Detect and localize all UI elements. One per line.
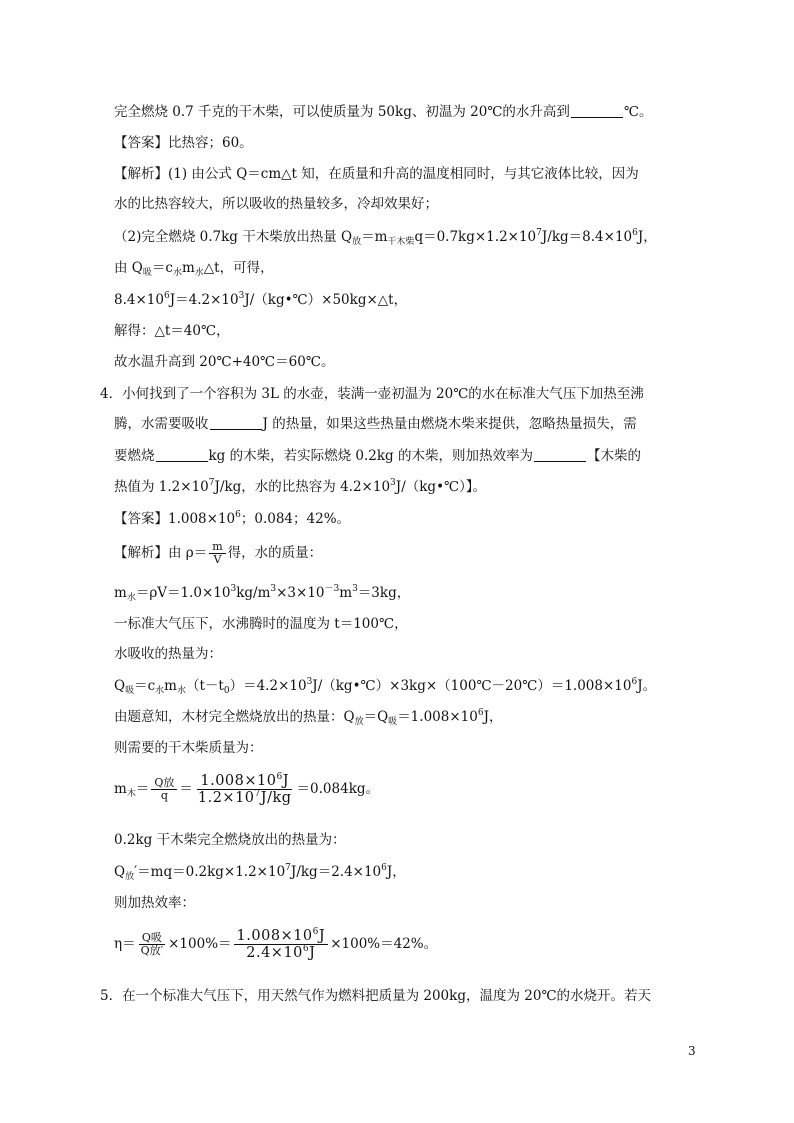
text: J。 [637,678,657,694]
text: J/kg [260,790,292,806]
text-line [114,194,680,214]
fraction [234,928,329,961]
answer-blank [156,447,208,462]
text: ×100%＝ [168,936,232,952]
subscript: 放 [352,237,362,247]
superscript: 3 [230,584,237,594]
text: ＝0.084kg。 [296,781,380,797]
text: J/kg＝8.4×10 [541,229,633,245]
denominator: q [160,789,168,802]
question-5-line [100,986,666,1006]
text: ＝c [134,678,156,694]
text-line [114,321,680,341]
text: q＝0.7kg×1.2×10 [414,229,537,245]
text: ＝3kg， [357,585,411,601]
subscript: 干木柴 [387,237,415,247]
text: 【解析】由 ρ＝ [114,545,208,561]
text-line [114,614,680,634]
text: 一标准大气压下，水沸腾时的温度为 t＝100℃， [114,616,408,632]
text: ＝ [135,781,150,797]
subscript: 0 [223,686,230,696]
text: J 的热量，如果这些热量由燃烧木柴来提供，忽略热量损失，需 [262,416,637,432]
denominator: Q放′ [140,944,164,957]
numerator: Q放 [151,777,177,790]
text: 则加热效率： [114,895,195,911]
answer-blank [534,447,586,462]
fraction [195,773,295,806]
text: ＝1.008×10 [397,709,478,725]
superscript: 6 [381,863,387,873]
text: m [339,585,353,601]
text: ）＝4.2×10 [229,678,307,694]
text: m [181,260,195,276]
question-4-line [114,414,680,434]
numerator [197,773,292,790]
fraction [209,541,225,566]
text: 2.4×10 [246,945,303,961]
text: ＝ρV＝1.0×10 [135,585,231,601]
text: ＝m [361,229,388,245]
subscript: 放 [354,717,364,727]
page-number: 3 [688,1044,696,1058]
text-line [114,893,680,913]
subscript: 木 [126,789,136,799]
subscript: 吸 [142,268,152,278]
subscript: 吸 [388,717,398,727]
fraction [138,932,167,957]
text: （t－t [186,678,224,694]
superscript: 6 [163,291,170,301]
text: 【答案】1.008×10 [114,511,236,527]
text: （2)完全燃烧 0.7kg 干木柴放出热量 Q [114,229,353,245]
text: J [318,928,326,944]
superscript: 6 [631,677,638,687]
formula-line [114,676,680,696]
superscript: 6 [276,772,283,782]
text: 1.008×10 [200,773,277,789]
superscript: －3 [324,584,340,594]
numerator [234,928,329,945]
denominator [243,945,318,961]
text: 【答案】比热容；60。 [114,135,253,151]
subscript: 放 [125,872,135,882]
text: 8.4×10 [114,292,164,308]
text: 腾，水需要吸收 [114,416,209,432]
numerator: Q吸 [139,932,165,945]
superscript: 3 [390,478,396,488]
text: J， [637,229,657,245]
fraction [151,777,177,802]
formula-line [114,707,680,727]
text: 得，水的质量： [227,545,323,561]
text: Q [114,678,126,694]
text: m [114,781,127,797]
formula-line [114,921,680,967]
subscript: 水 [172,268,182,278]
formula-line [114,862,680,882]
text: J [282,773,290,789]
text: J， [483,709,503,725]
text: 要燃烧 [114,448,155,464]
text: J [309,945,316,961]
superscript: 7 [285,863,291,873]
text-line [114,352,680,372]
text: J/kg＝2.4×10 [290,864,382,880]
text: 【解析】(1) 由公式 Q＝cm△t 知，在质量和升高的温度相同时，与其它液体比较，因为 [114,166,639,182]
denominator: V [213,553,222,566]
text: 1.008×10 [236,928,313,944]
text: J/（kg•℃）×50kg×△t， [244,292,408,308]
text: ＝Q [363,709,389,725]
text-line [114,644,680,664]
numerator: m [209,541,225,554]
superscript: 3 [270,584,277,594]
superscript: 6 [312,927,319,937]
superscript: 6 [632,228,638,238]
text: 热值为 1.2×10 [114,479,209,495]
text: ′＝mq＝0.2kg×1.2×10 [134,864,286,880]
question-4-line [100,384,666,404]
text: Q [114,864,126,880]
text: ℃。 [623,104,653,120]
text: 水吸收的热量为： [114,646,222,662]
text: kg/m [236,585,271,601]
formula-line [114,766,680,812]
text: ＝ [179,781,193,797]
analysis-line [114,530,680,576]
text: ＝c [151,260,173,276]
formula-line [114,258,680,278]
text: J＝4.2×10 [169,292,239,308]
formula-line [114,227,680,247]
superscript: 6 [302,944,310,954]
text: 【木柴的 [587,448,641,464]
text: 解得：△t＝40℃， [114,323,230,339]
text: 由 Q [114,260,143,276]
text: 由题意知，木材完全燃烧放出的热量：Q [114,709,355,725]
superscript: 7 [254,789,261,799]
text: J， [386,864,406,880]
formula-line [114,290,680,310]
subscript: 吸 [125,686,135,696]
text-line [114,102,680,122]
text: ×3×10 [276,585,325,601]
text: J/kg，水的比热容为 4.2×10 [214,479,391,495]
text: J/（kg•℃）×3kg×（100℃－20℃）＝1.008×10 [312,678,632,694]
superscript: 6 [235,510,241,520]
answer-line [114,509,680,529]
text: η＝ [114,936,136,952]
text: △t，可得， [203,260,274,276]
superscript: 7 [536,228,542,238]
superscript: 6 [477,708,484,718]
text: 完全燃烧 0.7 千克的干木柴，可以使质量为 50kg、初温为 20℃的水升高到 [114,104,570,120]
text: 1.2×10 [197,790,255,806]
answer-line [114,133,680,153]
subscript: 水 [155,686,165,696]
superscript: 7 [208,478,215,488]
text: 4．小何找到了一个容积为 3L 的水壶，装满一壶初温为 20℃的水在标准大气压下加热至沸 [100,386,644,402]
text: kg 的木柴，若实际燃烧 0.2kg 的木柴，则加热效率为 [208,448,533,464]
text-line [114,738,680,758]
text: 5．在一个标准大气压下，用天然气作为燃料把质量为 200kg，温度为 20℃的水烧开。若天 [100,988,652,1004]
subscript: 水 [126,593,136,603]
superscript: 3 [238,291,245,301]
text: 0.2kg 干木柴完全燃烧放出的热量为： [114,832,346,848]
text: 故水温升高到 20℃+40℃＝60℃。 [114,354,335,370]
subscript: 水 [194,268,204,278]
answer-blank [571,103,623,118]
formula-line [114,583,680,603]
answer-blank [210,415,262,430]
subscript: 水 [176,686,186,696]
text: 则需要的干木柴质量为： [114,740,263,756]
text: m [164,678,177,694]
analysis-line [114,164,680,184]
text: ×100%＝42%。 [330,936,438,952]
denominator [195,790,295,806]
question-4-line [114,446,680,466]
text: m [114,585,127,601]
text: ；0.084；42%。 [240,511,351,527]
text: 水的比热容较大，所以吸收的热量较多，冷却效果好； [114,196,438,212]
text: J/（kg•℃）】。 [395,479,487,495]
superscript: 3 [352,584,358,594]
question-4-line [114,477,680,497]
superscript: 3 [306,677,313,687]
text-line [114,830,680,850]
